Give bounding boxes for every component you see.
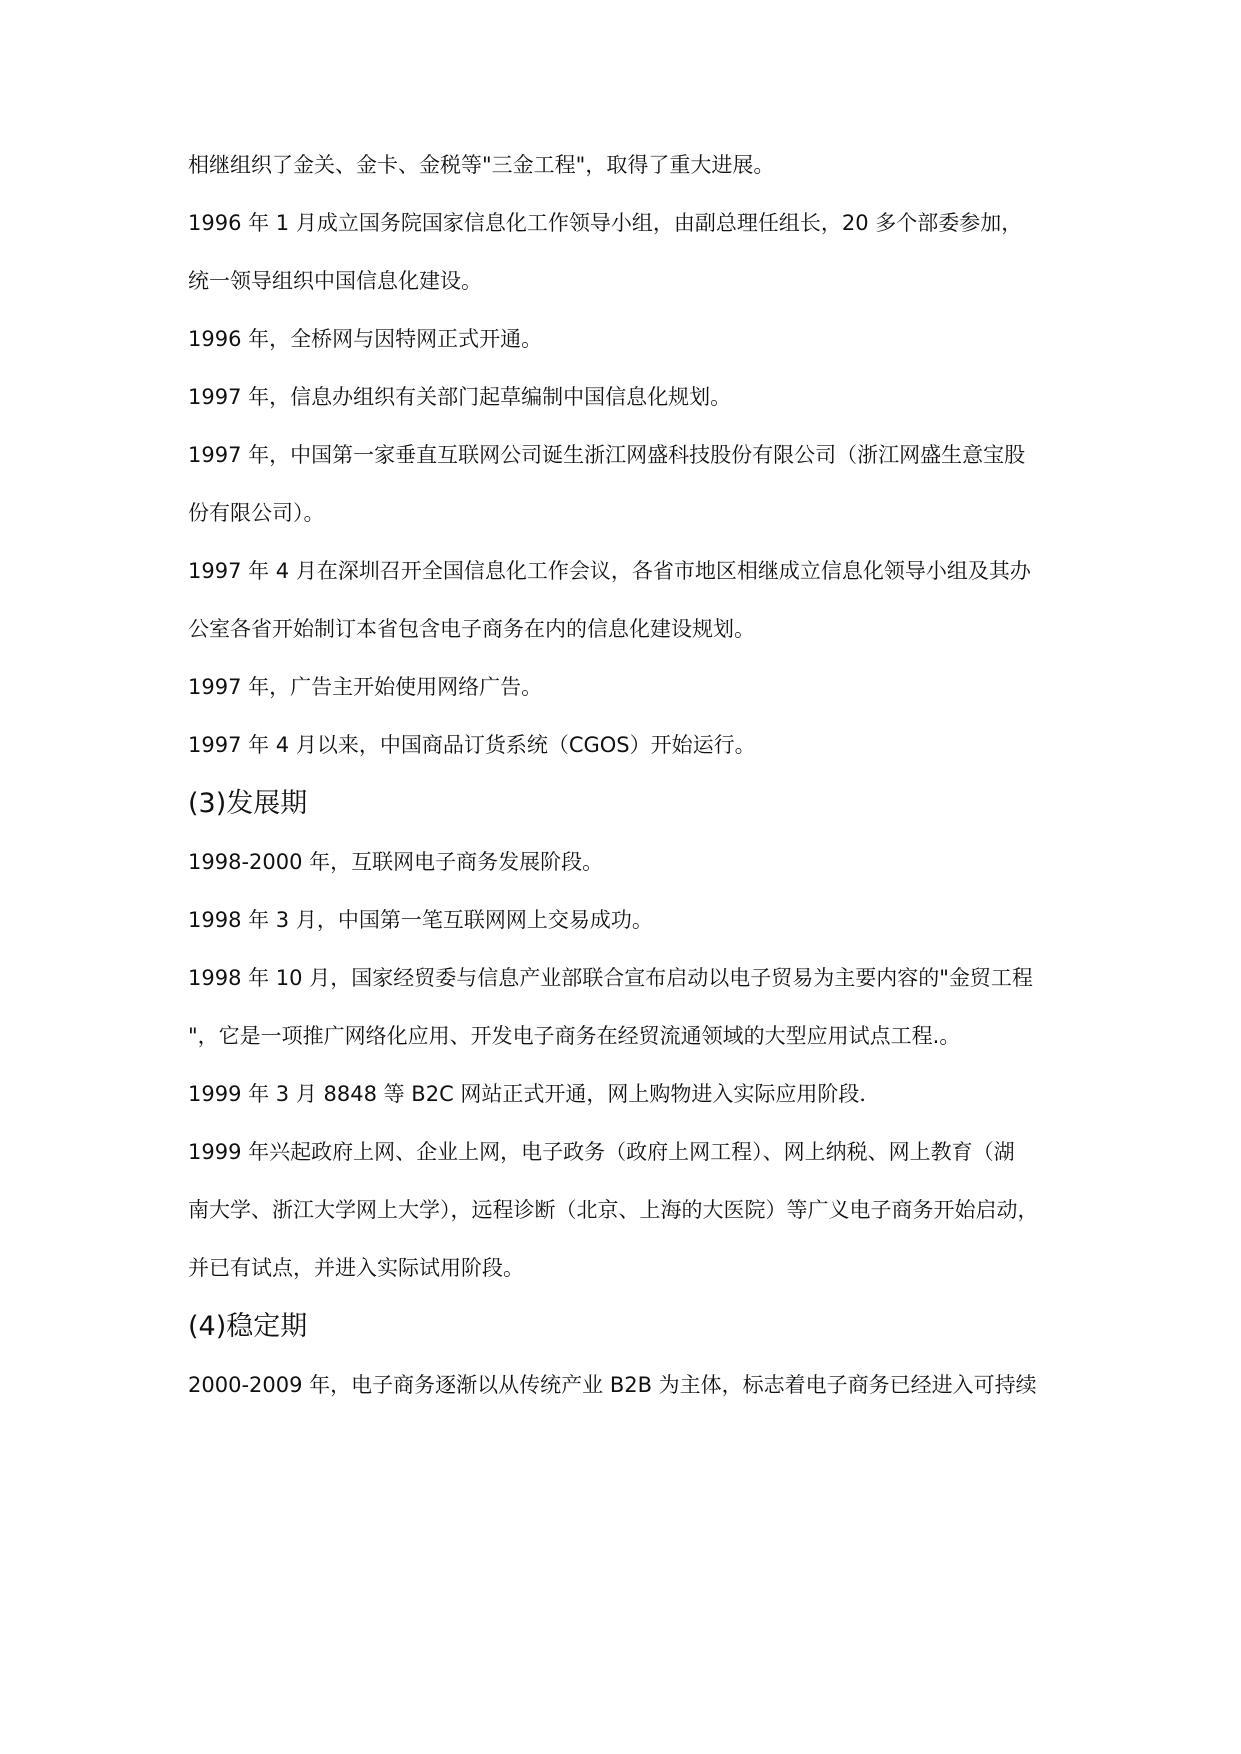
paragraph-line: 统一领导组织中国信息化建设。 (188, 269, 482, 293)
paragraph-line: 公室各省开始制订本省包含电子商务在内的信息化建设规划。 (188, 617, 755, 641)
paragraph-line: 1999 年兴起政府上网、企业上网，电子政务（政府上网工程）、网上纳税、网上教育（湖 (188, 1140, 1015, 1164)
paragraph-line: 1999 年 3 月 8848 等 B2C 网站正式开通，网上购物进入实际应用阶段． (188, 1082, 881, 1106)
section-heading: (3)发展期 (188, 788, 308, 819)
paragraph-line: 2000-2009 年，电子商务逐渐以从传统产业 B2B 为主体，标志着电子商务已经进入可持续 (188, 1373, 1037, 1397)
paragraph-line: 份有限公司）。 (188, 501, 325, 525)
paragraph-line: 1997 年 4 月以来，中国商品订货系统（CGOS）开始运行。 (188, 733, 756, 757)
paragraph-line: 1997 年，中国第一家垂直互联网公司诞生浙江网盛科技股份有限公司（浙江网盛生意宝股 (188, 443, 1026, 467)
paragraph-line: 1997 年 4 月在深圳召开全国信息化工作会议，各省市地区相继成立信息化领导小组及其办 (188, 559, 1031, 583)
paragraph-line: 1998-2000 年，互联网电子商务发展阶段。 (188, 850, 604, 874)
paragraph-line: 1998 年 3 月，中国第一笔互联网网上交易成功。 (188, 908, 653, 932)
paragraph-line: 相继组织了金关、金卡、金税等"三金工程"，取得了重大进展。 (188, 153, 775, 177)
paragraph-line: 1998 年 10 月，国家经贸委与信息产业部联合宣布启动以电子贸易为主要内容的"金贸工程 (188, 966, 1033, 990)
paragraph-line: "，它是一项推广网络化应用、开发电子商务在经贸流通领域的大型应用试点工程.。 (188, 1024, 961, 1048)
section-heading: (4)稳定期 (188, 1311, 308, 1342)
paragraph-line: 1996 年 1 月成立国务院国家信息化工作领导小组，由副总理任组长，20 多个部委参加， (188, 211, 1023, 235)
paragraph-line: 并已有试点，并进入实际试用阶段。 (188, 1256, 524, 1280)
paragraph-line: 1997 年，广告主开始使用网络广告。 (188, 675, 543, 699)
paragraph-line: 1997 年，信息办组织有关部门起草编制中国信息化规划。 (188, 385, 732, 409)
paragraph-line: 南大学、浙江大学网上大学），远程诊断（北京、上海的大医院）等广义电子商务开始启动， (188, 1198, 1039, 1222)
paragraph-line: 1996 年，全桥网与因特网正式开通。 (188, 327, 543, 351)
